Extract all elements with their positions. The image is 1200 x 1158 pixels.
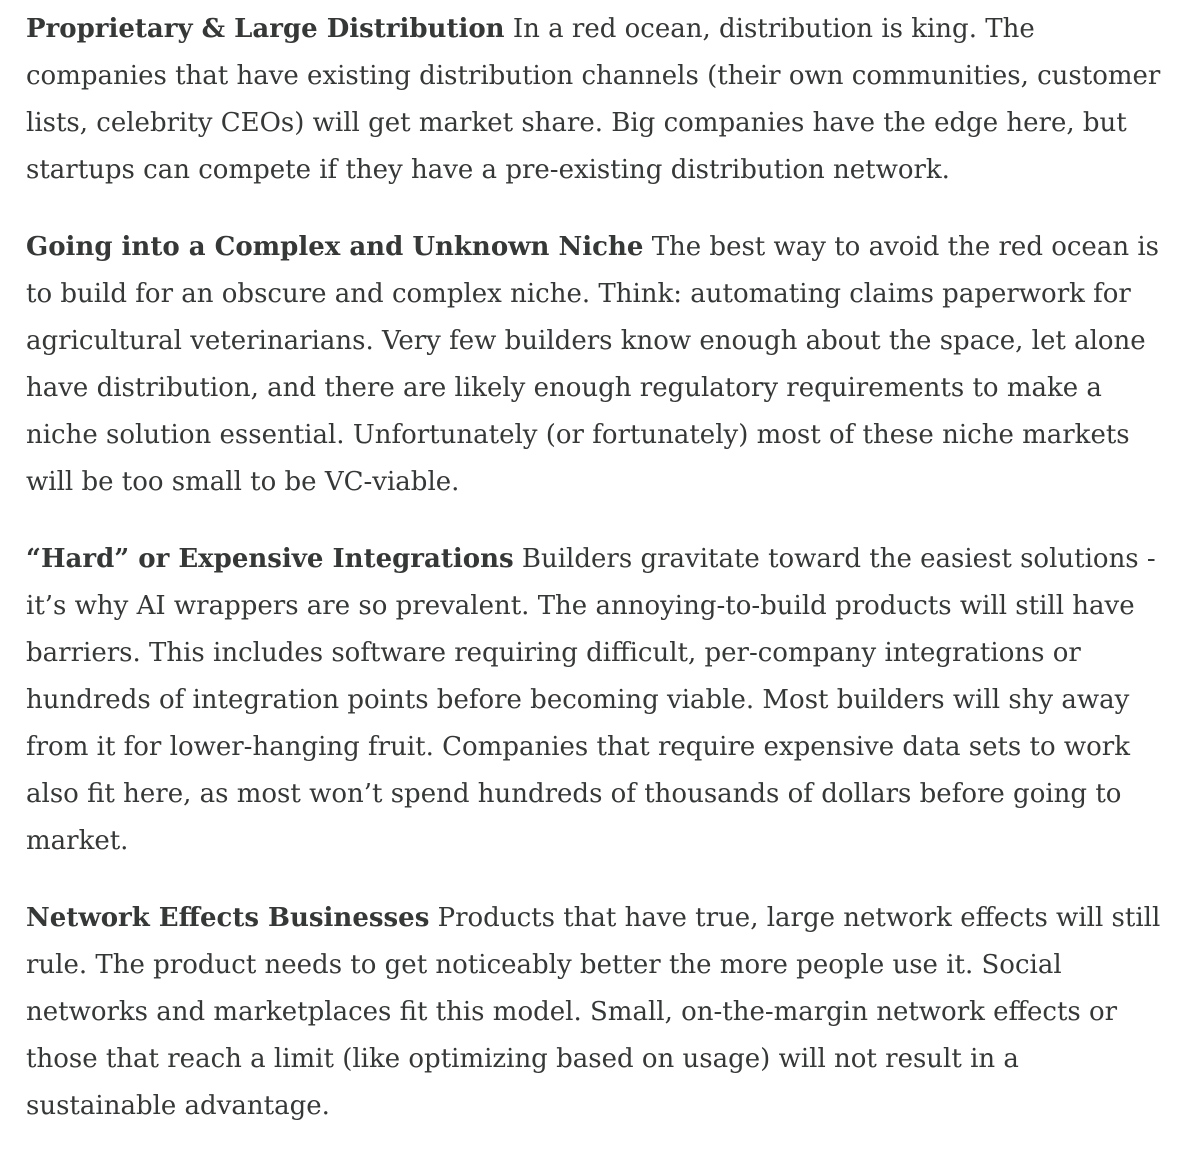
paragraph-heading: Proprietary & Large Distribution <box>26 14 505 44</box>
paragraph-distribution <box>26 6 1170 194</box>
paragraph-heading: Going into a Complex and Unknown Niche <box>26 232 644 262</box>
paragraph-heading: Network Effects Businesses <box>26 903 430 933</box>
paragraph-heading: “Hard” or Expensive Integrations <box>26 544 514 574</box>
paragraph-text: In a red ocean, distribution is king. The companies that have existing distribution channels (their own communities, customer lists, celebrity CEOs) will get market share. Big companies have the edge here, but startups can compete if they have a pre-existing distribution network. <box>26 14 1161 185</box>
paragraph-integrations <box>26 536 1170 865</box>
paragraph-niche <box>26 224 1170 506</box>
paragraph-text: The best way to avoid the red ocean is to build for an obscure and complex niche. Think: automating claims paperwork for agricultural veterinarians. Very few builders know enough about the space, let alone have distribution, and there are likely enough regulatory requirements to make a niche solution essential. Unfortunately (or fortunately) most of these niche markets will be too small to be VC-viable. <box>26 232 1159 497</box>
paragraph-text: Products that have true, large network effects will still rule. The product needs to get noticeably better the more people use it. Social networks and marketplaces fit this model. Small, on-the-margin network effects or those that reach a limit (like optimizing based on usage) will not result in a sustainable advantage. <box>26 903 1161 1121</box>
paragraph-text: Builders gravitate toward the easiest solutions - it’s why AI wrappers are so prevalent. The annoying-to-build products will still have barriers. This includes software requiring difficult, per-company integrations or hundreds of integration points before becoming viable. Most builders will shy away from it for lower-hanging fruit. Companies that require expensive data sets to work also fit here, as most won’t spend hundreds of thousands of dollars before going to market. <box>26 544 1156 856</box>
paragraph-network-effects <box>26 895 1170 1130</box>
